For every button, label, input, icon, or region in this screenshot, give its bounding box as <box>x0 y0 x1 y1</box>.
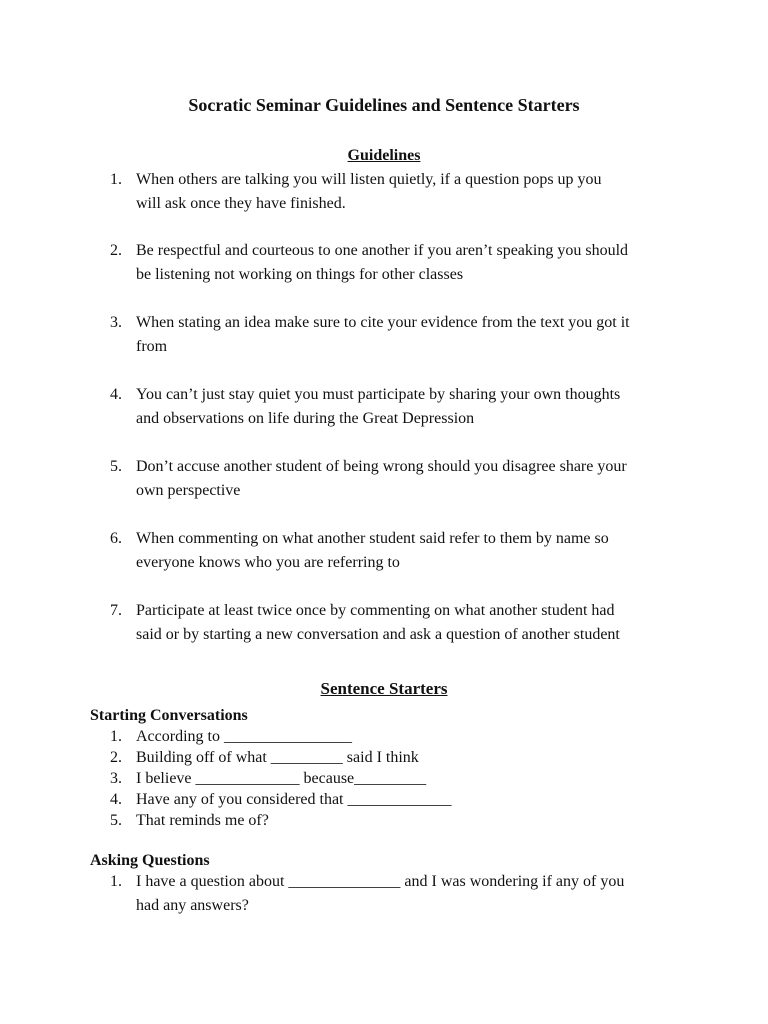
item-number: 1. <box>110 171 122 188</box>
guideline-text <box>136 311 696 359</box>
starter-text: Have any of you considered that _____________ <box>136 791 452 808</box>
guideline-text-line: Participate at least twice once by commenting on what another student had <box>136 602 615 619</box>
guideline-text-line: You can’t just stay quiet you must participate by sharing your own thoughts <box>136 386 621 403</box>
guideline-text-line: will ask once they have finished. <box>136 195 346 212</box>
guideline-text-line: said or by starting a new conversation and ask a question of another student <box>136 626 620 643</box>
guidelines-heading: Guidelines <box>347 147 421 164</box>
guideline-text-line: and observations on life during the Great Depression <box>136 410 475 427</box>
starter-text: Building off of what _________ said I think <box>136 749 419 766</box>
guideline-text <box>136 599 696 647</box>
guideline-text-line: When stating an idea make sure to cite your evidence from the text you got it <box>136 314 630 331</box>
starter-text: That reminds me of? <box>136 812 269 829</box>
item-number: 7. <box>110 602 122 619</box>
guideline-text-line: When others are talking you will listen quietly, if a question pops up you <box>136 171 602 188</box>
guideline-text-line: everyone knows who you are referring to <box>136 554 400 571</box>
starter-text: I believe _____________ because_________ <box>136 770 427 787</box>
document-title: Socratic Seminar Guidelines and Sentence Starters <box>188 95 580 115</box>
question-text-line: I have a question about ______________ and I was wondering if any of you <box>136 873 625 890</box>
item-number: 3. <box>110 314 122 331</box>
guideline-text-line: from <box>136 338 168 355</box>
item-number: 2. <box>110 749 122 766</box>
item-number: 4. <box>110 791 122 808</box>
starter-text: According to ________________ <box>136 728 352 745</box>
guideline-text <box>136 455 696 503</box>
guideline-text-line: When commenting on what another student said refer to them by name so <box>136 530 609 547</box>
guideline-text <box>136 168 696 216</box>
guideline-text-line: Don’t accuse another student of being wrong should you disagree share your <box>136 458 627 475</box>
guideline-text <box>136 239 696 287</box>
item-number: 5. <box>110 812 122 829</box>
question-text-line: had any answers? <box>136 897 249 914</box>
question-text <box>136 870 696 918</box>
guideline-text-line: Be respectful and courteous to one another if you aren’t speaking you should <box>136 242 629 259</box>
item-number: 1. <box>110 728 122 745</box>
starting-conversations-heading: Starting Conversations <box>90 707 248 724</box>
guideline-text <box>136 527 696 575</box>
item-number: 4. <box>110 386 122 403</box>
guideline-text-line: own perspective <box>136 482 241 499</box>
guideline-text <box>136 383 696 431</box>
sentence-starters-heading: Sentence Starters <box>320 679 448 698</box>
guideline-text-line: be listening not working on things for other classes <box>136 266 464 283</box>
item-number: 1. <box>110 873 122 890</box>
item-number: 6. <box>110 530 122 547</box>
item-number: 5. <box>110 458 122 475</box>
item-number: 2. <box>110 242 122 259</box>
asking-questions-heading: Asking Questions <box>90 852 210 869</box>
item-number: 3. <box>110 770 122 787</box>
